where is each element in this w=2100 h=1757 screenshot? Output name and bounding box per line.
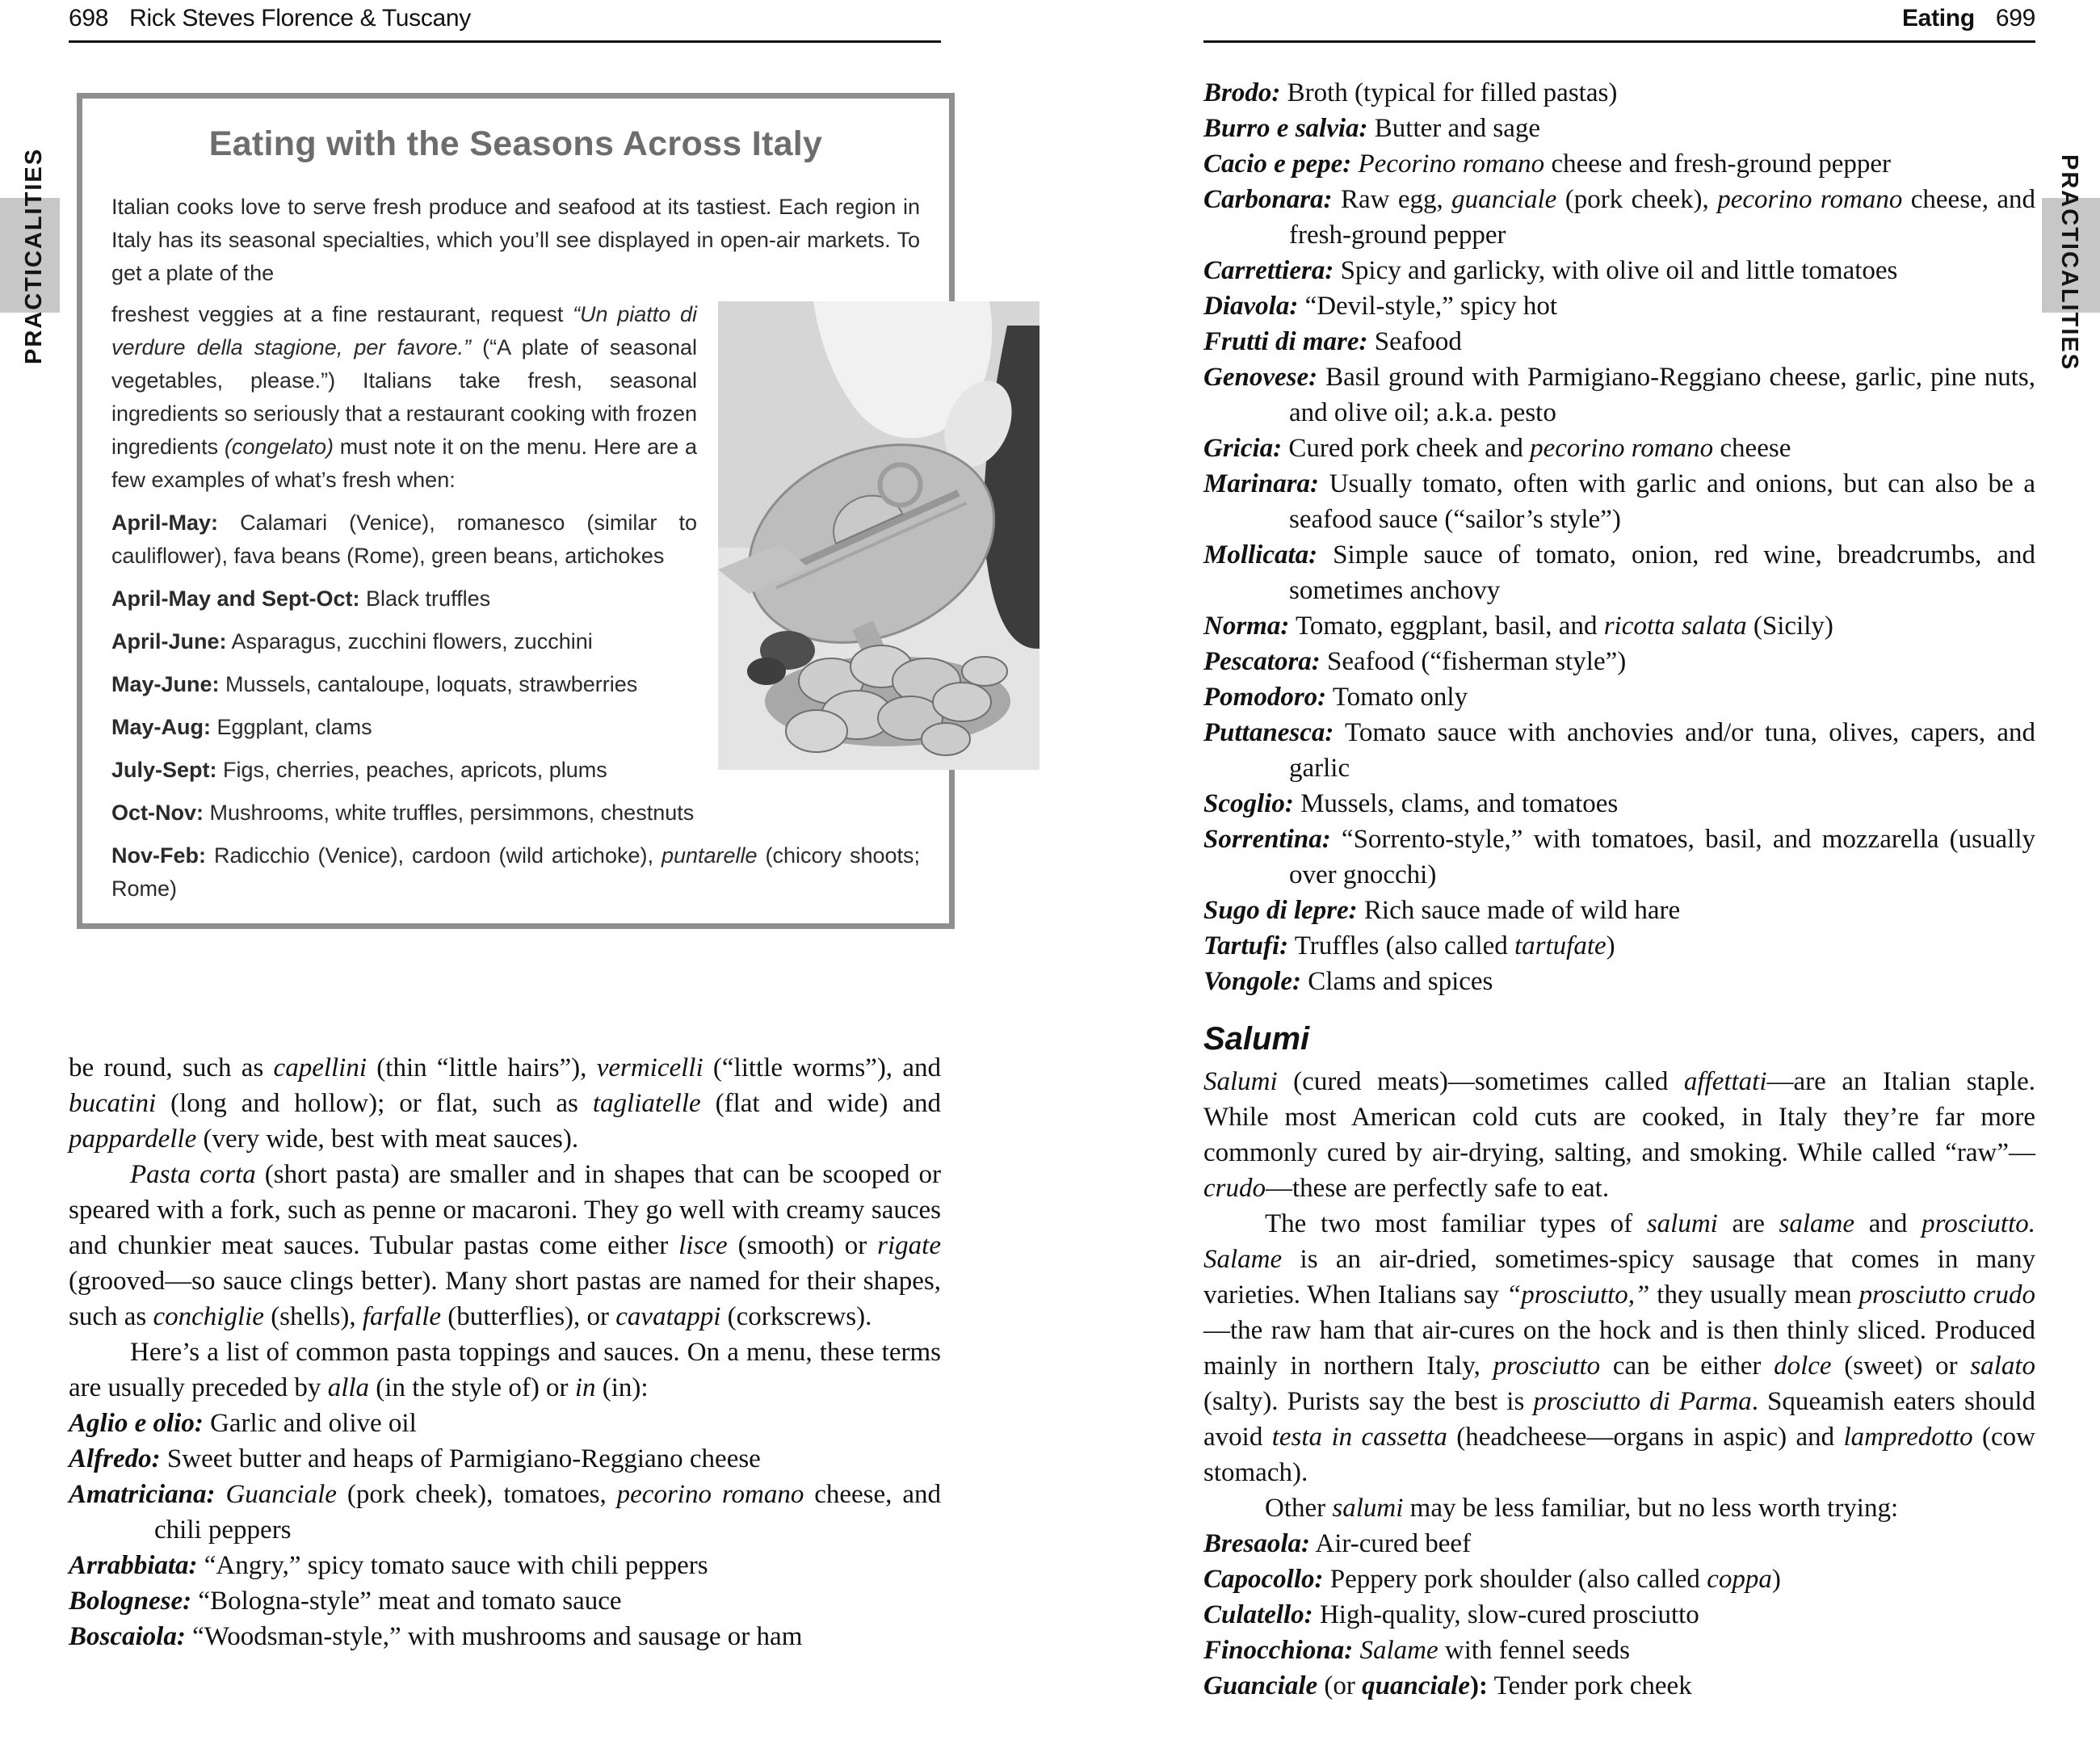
text-run: are	[1717, 1209, 1779, 1238]
sauce-entry	[1203, 146, 2035, 182]
text-run: Amatriciana:	[69, 1480, 216, 1509]
sauce-list-left	[69, 1406, 941, 1654]
text-run: (congelato)	[224, 435, 334, 459]
text-run	[216, 1480, 226, 1509]
text-run: (butterflies), or	[441, 1302, 616, 1331]
paragraph-salumi-3	[1203, 1490, 2035, 1526]
salumi-entry	[1203, 1633, 2035, 1668]
text-run: prosciutto di Parma	[1533, 1387, 1752, 1416]
text-run: coppa	[1707, 1565, 1772, 1594]
sauce-entry	[1203, 431, 2035, 466]
text-run: Gricia:	[1203, 434, 1283, 463]
sauce-entry	[1203, 537, 2035, 608]
paragraph-salumi-1	[1203, 1064, 2035, 1206]
text-run: Mussels, cantaloupe, loquats, strawberries	[219, 672, 638, 696]
text-run: (headcheese—organs in aspic) and	[1447, 1423, 1844, 1452]
text-run: Simple sauce of tomato, onion, red wine, breadcrumbs, and sometimes anchovy	[1289, 540, 2035, 605]
text-run: (cow stomach).	[1203, 1423, 2035, 1487]
text-run: )	[1771, 1565, 1781, 1594]
text-run: “Bologna-style” meat and tomato sauce	[191, 1587, 622, 1616]
text-run: Raw egg,	[1332, 185, 1452, 214]
text-run: (thin “little hairs”),	[367, 1053, 597, 1082]
text-run: —are an Italian staple. While most American cold cuts are cooked, in Italy they’re far more commonly cured by air-drying, salting, and smoking. While called “raw”—	[1203, 1067, 2035, 1167]
sauce-entry	[1203, 466, 2035, 537]
text-run: —these are perfectly safe to eat.	[1266, 1174, 1610, 1203]
text-run: Nov-Feb:	[111, 843, 206, 868]
text-run: Culatello:	[1203, 1600, 1313, 1629]
text-run: Carbonara:	[1203, 185, 1333, 214]
text-run: Brodo:	[1203, 78, 1281, 107]
text-run: capellini	[273, 1053, 368, 1082]
text-run: Truffles (also called	[1288, 931, 1514, 960]
text-run: Seafood	[1367, 327, 1462, 356]
sauce-entry	[69, 1441, 941, 1477]
text-run: bucatini	[69, 1089, 157, 1118]
text-run: Butter and sage	[1367, 114, 1541, 143]
text-run: tagliatelle	[592, 1089, 701, 1118]
text-run: Tomato only	[1326, 683, 1468, 712]
text-run: lisce	[678, 1231, 728, 1260]
text-run: Sweet butter and heaps of Parmigiano-Reggiano cheese	[160, 1444, 761, 1473]
text-run: (sweet) or	[1831, 1351, 1971, 1381]
text-run: Radicchio (Venice), cardoon (wild artichoke),	[206, 843, 662, 868]
text-run: May-Aug:	[111, 715, 211, 739]
text-run	[1351, 149, 1358, 179]
text-run: may be less familiar, but no less worth trying:	[1403, 1494, 1899, 1523]
header-rule-right	[1203, 40, 2035, 43]
sauce-entry	[1203, 644, 2035, 679]
text-run: Boscaiola:	[69, 1622, 186, 1651]
text-run: July-Sept:	[111, 758, 217, 782]
sauce-entry	[69, 1548, 941, 1583]
text-run: Frutti di mare:	[1203, 327, 1368, 356]
text-run: (Sicily)	[1746, 612, 1833, 641]
text-run: . Squeamish eaters should avoid	[1203, 1387, 2035, 1452]
text-run: (grooved—so sauce clings better). Many short pastas are named for their shapes, such as	[69, 1267, 941, 1331]
season-entry	[111, 839, 920, 906]
paragraph-pasta-corta	[69, 1157, 941, 1335]
running-head-left	[69, 5, 471, 32]
body-text-left	[69, 1050, 941, 1654]
text-run: Tomato sauce with anchovies and/or tuna, olives, capers, and garlic	[1289, 718, 2035, 783]
text-run: (chicory shoots; Rome)	[111, 843, 920, 901]
text-run: Vongole:	[1203, 967, 1302, 996]
text-run: Asparagus, zucchini flowers, zucchini	[226, 629, 593, 654]
text-run: Alfredo:	[69, 1444, 161, 1473]
salumi-entry	[1203, 1562, 2035, 1597]
text-run: Sorrentina:	[1203, 825, 1331, 854]
text-run: “Sorrento-style,” with tomatoes, basil, and mozzarella (usually over gnocchi)	[1289, 825, 2035, 889]
text-run: cheese and fresh-ground pepper	[1544, 149, 1891, 179]
text-run: cheese, and fresh-ground pepper	[1289, 185, 2035, 250]
text-run: (smooth) or	[727, 1231, 878, 1260]
text-run: Tartufi:	[1203, 931, 1289, 960]
text-run: pappardelle	[69, 1124, 197, 1154]
text-run: they usually mean	[1649, 1280, 1859, 1309]
text-run: Tender pork cheek	[1487, 1671, 1692, 1700]
text-run: Eggplant, clams	[211, 715, 372, 739]
text-run: (very wide, best with meat sauces).	[196, 1124, 579, 1154]
text-run: Basil ground with Parmigiano-Reggiano cheese, garlic, pine nuts, and olive oil; a.k.a. pesto	[1289, 363, 2035, 427]
text-run: cheese	[1713, 434, 1791, 463]
text-run: Guanciale	[225, 1480, 337, 1509]
sauce-entry	[1203, 822, 2035, 893]
text-run: Italian cooks love to serve fresh produce and seafood at its tastiest. Each region in Italy has its seasonal specialties, which you’ll see displayed in open-air markets. To get a plate of the	[111, 195, 920, 285]
text-run: Bolognese:	[69, 1587, 192, 1616]
text-run: Broth (typical for filled pastas)	[1280, 78, 1618, 107]
text-run: vermicelli	[596, 1053, 704, 1082]
truffle-shaving-photo	[718, 301, 1040, 770]
text-run: pecorino romano	[1530, 434, 1714, 463]
text-run: Seafood (“fisherman style”)	[1320, 647, 1627, 676]
sauce-entry	[1203, 715, 2035, 786]
text-run: The two most familiar types of	[1265, 1209, 1647, 1238]
text-run: in	[574, 1373, 596, 1402]
text-run: Mushrooms, white truffles, persimmons, chestnuts	[204, 801, 695, 825]
text-run: ricotta salata	[1603, 612, 1747, 641]
text-run: April-May:	[111, 511, 219, 535]
text-run: Diavola:	[1203, 292, 1299, 321]
sauce-entry	[1203, 111, 2035, 146]
text-run: Pasta corta	[130, 1160, 256, 1189]
text-run: rigate	[877, 1231, 941, 1260]
text-run: (pork cheek),	[1556, 185, 1718, 214]
text-run: Peppery pork shoulder (also called	[1323, 1565, 1707, 1594]
text-run: April-June:	[111, 629, 227, 654]
text-run: Pescatora:	[1203, 647, 1321, 676]
text-run: “prosciutto,”	[1506, 1280, 1650, 1309]
text-run: is an air-dried, sometimes-spicy sausage that comes in many varieties. When Italians say	[1203, 1245, 2035, 1309]
side-tab-practicalities-right: PRACTICALITIES	[2056, 153, 2082, 372]
sauce-entry	[1203, 324, 2035, 359]
text-run: Salumi	[1203, 1067, 1278, 1096]
text-run: Clams and spices	[1301, 967, 1493, 996]
page-number-right: 699	[1995, 5, 2035, 32]
text-run: guanciale	[1451, 185, 1557, 214]
text-run: Finocchiona:	[1203, 1636, 1354, 1665]
header-rule-left	[69, 40, 941, 43]
body-text-right	[1203, 75, 2035, 1704]
sauce-entry	[1203, 359, 2035, 431]
text-run: be round, such as	[69, 1053, 274, 1082]
text-run: Black truffles	[359, 586, 491, 611]
text-run: prosciutto	[1493, 1351, 1601, 1381]
sauce-entry	[1203, 786, 2035, 822]
text-run: salumi	[1646, 1209, 1718, 1238]
salumi-entry	[1203, 1597, 2035, 1633]
text-run: Oct-Nov:	[111, 801, 204, 825]
running-head-left-title: Rick Steves Florence & Tuscany	[129, 5, 471, 32]
text-run: “Woodsman-style,” with mushrooms and sausage or ham	[185, 1622, 803, 1651]
text-run: Mollicata:	[1203, 540, 1318, 570]
text-run: )	[1606, 931, 1615, 960]
text-run: Burro e salvia:	[1203, 114, 1368, 143]
text-run: (pork cheek), tomatoes,	[336, 1480, 617, 1509]
text-run: (corkscrews).	[720, 1302, 872, 1331]
text-run: tartufate	[1514, 931, 1606, 960]
text-run: can be either	[1600, 1351, 1774, 1381]
sauce-entry	[1203, 75, 2035, 111]
sauce-list-right	[1203, 75, 2035, 999]
text-run: ):	[1470, 1671, 1488, 1700]
side-tab-practicalities-left: PRACTICALITIES	[21, 147, 47, 365]
page-number-left: 698	[69, 5, 109, 32]
sauce-entry	[1203, 893, 2035, 928]
paragraph-salumi-2	[1203, 1206, 2035, 1490]
text-run: Air-cured beef	[1310, 1529, 1472, 1558]
sauce-entry	[1203, 608, 2035, 644]
text-run: April-May and Sept-Oct:	[111, 586, 360, 611]
sauce-entry	[1203, 253, 2035, 288]
text-run: Scoglio:	[1203, 789, 1294, 818]
sauce-entry	[1203, 964, 2035, 999]
text-run: crudo	[1203, 1174, 1266, 1203]
text-run: Garlic and olive oil	[203, 1409, 417, 1438]
text-run: (or	[1317, 1671, 1363, 1700]
text-run: pecorino romano	[616, 1480, 804, 1509]
text-run: Pomodoro:	[1203, 683, 1327, 712]
text-run: prosciutto. Salame	[1203, 1209, 2035, 1274]
text-run: Figs, cherries, peaches, apricots, plums	[216, 758, 607, 782]
text-run: farfalle	[362, 1302, 442, 1331]
sidebar-box-title: Eating with the Seasons Across Italy	[208, 124, 823, 163]
text-run: Aglio e olio:	[69, 1409, 204, 1438]
text-run: salame	[1779, 1209, 1855, 1238]
text-run: Capocollo:	[1203, 1565, 1324, 1594]
text-run: “Un piatto di verdure della stagione, per favore.”	[111, 302, 697, 359]
text-run: (short pasta) are smaller and in shapes that can be scooped or speared with a fork, such as penne or macaroni. They go well with creamy sauces and chunkier meat sauces. Tubular pastas come either	[69, 1160, 942, 1260]
text-run: (“little worms”), and	[703, 1053, 941, 1082]
text-run: affettati	[1683, 1067, 1767, 1096]
seasons-sidebar-box	[77, 93, 955, 929]
running-head-right	[1902, 5, 2035, 32]
text-run: Norma:	[1203, 612, 1290, 641]
sauce-entry	[1203, 679, 2035, 715]
text-run: Puttanesca:	[1203, 718, 1334, 747]
text-run: (salty). Purists say the best is	[1203, 1387, 1534, 1416]
sauce-entry	[69, 1619, 941, 1654]
text-run: Arrabbiata:	[69, 1551, 198, 1580]
text-run: Sugo di lepre:	[1203, 896, 1358, 925]
text-run: Calamari (Venice), romanesco (similar to cauliflower), fava beans (Rome), green beans, artichokes	[111, 511, 697, 568]
season-entry	[111, 797, 920, 830]
text-run: and	[1854, 1209, 1922, 1238]
text-run: quanciale	[1362, 1671, 1470, 1700]
paragraph-sauce-list-intro	[69, 1335, 941, 1406]
sauce-entry	[1203, 928, 2035, 964]
text-run: freshest veggies at a fine restaurant, request	[111, 302, 573, 326]
paragraph-pasta-shapes	[69, 1050, 941, 1157]
text-run: (long and hollow); or flat, such as	[156, 1089, 593, 1118]
text-run: (shells),	[263, 1302, 363, 1331]
text-run: Bresaola:	[1203, 1529, 1310, 1558]
running-head-right-title: Eating	[1901, 5, 1975, 32]
sauce-entry	[69, 1406, 941, 1441]
text-run: lampredotto	[1843, 1423, 1973, 1452]
text-run: must note it on the menu. Here are a few examples of what’s fresh when:	[111, 435, 697, 492]
text-run: Genovese:	[1203, 363, 1318, 392]
sidebar-intro-a	[111, 191, 920, 290]
text-run: Pecorino romano	[1358, 149, 1545, 179]
text-run: Other	[1265, 1494, 1333, 1523]
text-run: “Devil-style,” spicy hot	[1298, 292, 1558, 321]
text-run: Usually tomato, often with garlic and onions, but can also be a seafood sauce (“sailor’s style”)	[1289, 469, 2035, 534]
text-run: Cacio e pepe:	[1203, 149, 1352, 179]
text-run: Salame	[1359, 1636, 1438, 1665]
text-run: —the raw ham that air-cures on the hock and is then thinly sliced. Produced mainly in northern Italy,	[1203, 1316, 2035, 1381]
text-run: puntarelle	[661, 843, 758, 868]
salumi-entry	[1203, 1526, 2035, 1562]
sauce-entry	[69, 1477, 941, 1548]
text-run: conchiglie	[153, 1302, 264, 1331]
text-run: Spicy and garlicky, with olive oil and little tomatoes	[1334, 256, 1898, 285]
text-run: (in the style of) or	[369, 1373, 575, 1402]
text-run: with fennel seeds	[1438, 1636, 1630, 1665]
text-run: Marinara:	[1203, 469, 1320, 498]
text-run: alla	[327, 1373, 370, 1402]
text-run: Guanciale	[1203, 1671, 1318, 1700]
text-run: prosciutto crudo	[1858, 1280, 2035, 1309]
text-run: Mussels, clams, and tomatoes	[1293, 789, 1619, 818]
salumi-heading: Salumi	[1203, 1021, 1310, 1057]
text-run: cheese, and chili peppers	[154, 1480, 941, 1545]
text-run: testa in cassetta	[1271, 1423, 1447, 1452]
sauce-entry	[1203, 182, 2035, 253]
text-run: Cured pork cheek and	[1282, 434, 1531, 463]
text-run: (“A plate of seasonal vegetables, please.”) Italians take fresh, seasonal ingredients so seriously that a restaurant cooking with frozen ingredients	[111, 335, 697, 459]
text-run: Tomato, eggplant, basil, and	[1289, 612, 1604, 641]
text-run: Carrettiera:	[1203, 256, 1334, 285]
text-run: pecorino romano	[1717, 185, 1903, 214]
text-run: salato	[1970, 1351, 2036, 1381]
text-run: “Angry,” spicy tomato sauce with chili peppers	[197, 1551, 708, 1580]
text-run: (flat and wide) and	[700, 1089, 941, 1118]
salumi-list	[1203, 1526, 2035, 1704]
text-run: (in):	[595, 1373, 649, 1402]
text-run: cavatappi	[615, 1302, 721, 1331]
text-run: High-quality, slow-cured prosciutto	[1312, 1600, 1699, 1629]
text-run: dolce	[1774, 1351, 1832, 1381]
text-run: May-June:	[111, 672, 220, 696]
salumi-entry	[1203, 1668, 2035, 1704]
sauce-entry	[69, 1583, 941, 1619]
text-run: Here’s a list of common pasta toppings and sauces. On a menu, these terms are usually preceded by	[69, 1338, 941, 1402]
text-run: salumi	[1332, 1494, 1404, 1523]
sauce-entry	[1203, 288, 2035, 324]
text-run: Rich sauce made of wild hare	[1357, 896, 1681, 925]
text-run: (cured meats)—sometimes called	[1277, 1067, 1684, 1096]
